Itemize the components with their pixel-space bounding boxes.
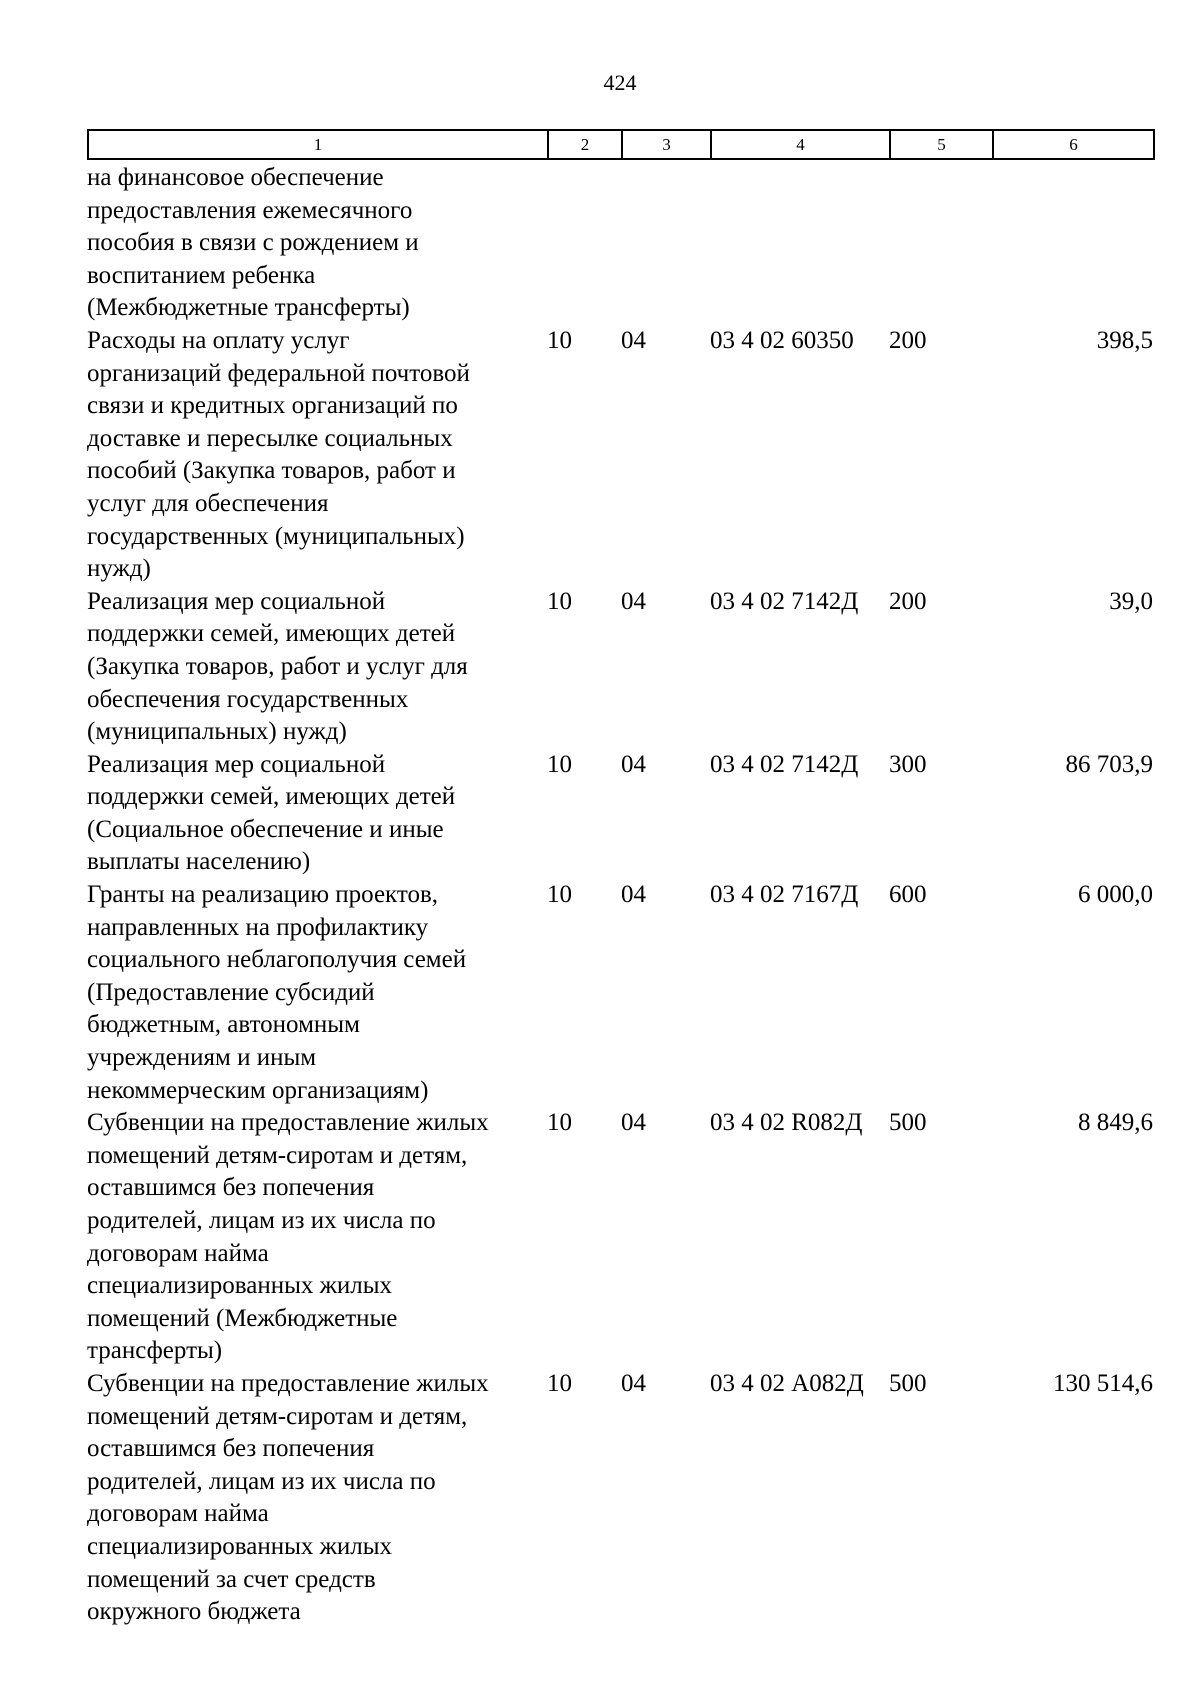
row-description: на финансовое обеспечение предоставления ежемесячного пособия в связи с рождением и воспитанием ребенка (Межбюджетные трансферты)	[87, 164, 419, 322]
row-description: Субвенции на предоставление жилых помещений детям-сиротам и детям, оставшимся без попечения родителей, лицам из их числа по договорам найма специализированных жилых помещений (Межбюджетные трансферты)	[87, 1109, 489, 1365]
row-section-code: 10	[547, 1109, 572, 1137]
row-section-code: 10	[547, 326, 572, 354]
row-expense-type: 200	[889, 587, 927, 615]
table-row	[87, 749, 1153, 879]
row-section-code: 10	[547, 1369, 572, 1397]
row-section-code: 10	[547, 750, 572, 778]
column-header-row	[88, 130, 1154, 159]
budget-table-body	[87, 162, 1153, 1629]
column-header-2: 2	[548, 130, 622, 159]
row-subsection-code: 04	[621, 587, 646, 615]
row-description: Гранты на реализацию проектов, направленных на профилактику социального неблагополучия семей (Предоставление субсидий бюджетным, автономным учреждениям и иным некоммерческим организациям)	[87, 881, 467, 1104]
row-section-code: 10	[547, 881, 572, 909]
row-amount: 398,5	[1096, 326, 1153, 354]
row-expense-type: 500	[889, 1109, 927, 1137]
row-amount: 6 000,0	[1078, 881, 1153, 909]
row-target-article: 03 4 02 7167Д	[710, 881, 859, 909]
column-header-4: 4	[711, 130, 890, 159]
row-description: Субвенции на предоставление жилых помещений детям-сиротам и детям, оставшимся без попечения родителей, лицам из их числа по договорам найма специализированных жилых помещений за счет средств окружного бюджета	[87, 1369, 489, 1626]
page-number: 424	[603, 70, 637, 95]
row-expense-type: 300	[889, 750, 927, 778]
row-expense-type: 200	[889, 326, 927, 354]
row-subsection-code: 04	[621, 1109, 646, 1137]
row-amount: 8 849,6	[1078, 1109, 1153, 1137]
row-expense-type: 500	[889, 1369, 927, 1397]
row-subsection-code: 04	[621, 326, 646, 354]
row-description: Реализация мер социальной поддержки семей, имеющих детей (Социальное обеспечение и иные выплаты населению)	[87, 750, 456, 876]
row-amount: 86 703,9	[1065, 750, 1153, 778]
table-row	[87, 1107, 1153, 1368]
table-row	[87, 879, 1153, 1107]
row-section-code: 10	[547, 587, 572, 615]
row-target-article: 03 4 02 7142Д	[710, 587, 859, 615]
row-target-article: 03 4 02 А082Д	[710, 1369, 864, 1397]
table-row	[87, 1368, 1153, 1629]
row-target-article: 03 4 02 R082Д	[710, 1109, 863, 1137]
row-target-article: 03 4 02 7142Д	[710, 750, 859, 778]
row-subsection-code: 04	[621, 1369, 646, 1397]
row-subsection-code: 04	[621, 881, 646, 909]
row-subsection-code: 04	[621, 750, 646, 778]
column-header-3: 3	[622, 130, 711, 159]
row-amount: 130 514,6	[1053, 1369, 1153, 1397]
column-header-table	[87, 129, 1155, 160]
table-row	[87, 325, 1153, 586]
row-target-article: 03 4 02 60350	[710, 326, 854, 354]
row-description: Расходы на оплату услуг организаций федеральной почтовой связи и кредитных организаций по доставке и пересылке социальных пособий (Закупка товаров, работ и услуг для обеспечения государственных (муниципальных) нужд)	[87, 326, 470, 583]
column-header-1: 1	[88, 130, 548, 159]
table-row	[87, 586, 1153, 749]
row-expense-type: 600	[889, 881, 927, 909]
table-row	[87, 162, 1153, 325]
row-description: Реализация мер социальной поддержки семей, имеющих детей (Закупка товаров, работ и услуг для обеспечения государственных (муниципальных) нужд)	[87, 587, 468, 746]
column-header-5: 5	[890, 130, 993, 159]
column-header-6: 6	[993, 130, 1154, 159]
row-amount: 39,0	[1109, 587, 1153, 615]
